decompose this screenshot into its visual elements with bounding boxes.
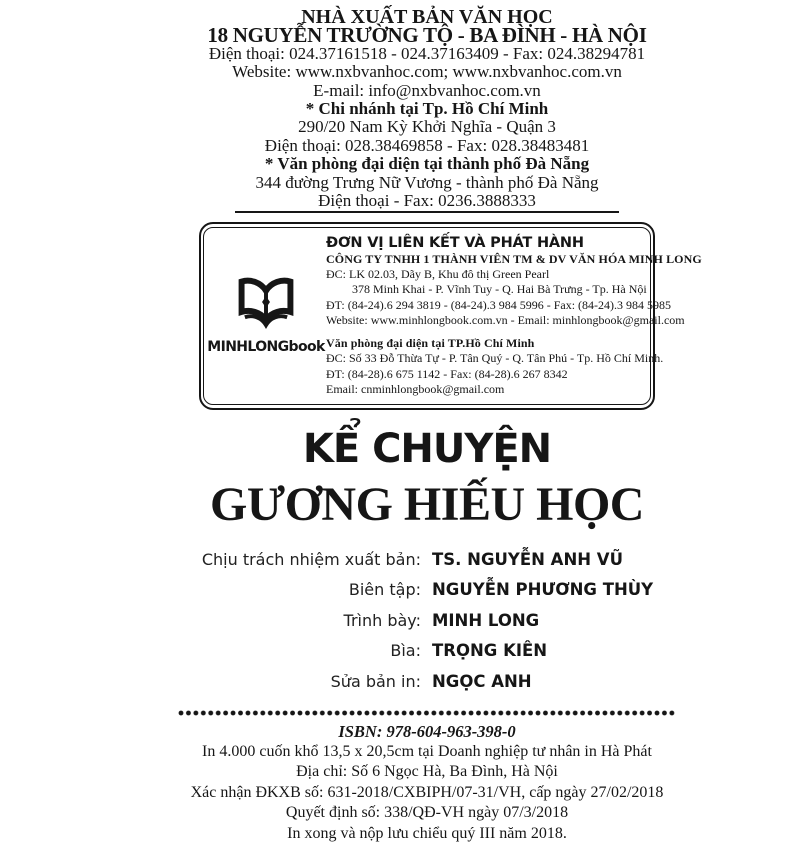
- partner-branch-email: Email: cnminhlongbook@gmail.com: [326, 382, 505, 397]
- credit-label: Sửa bản in:: [330, 671, 421, 691]
- book-title-line1: KỂ CHUYỆN: [302, 425, 552, 472]
- partner-info: [326, 235, 702, 398]
- credit-label: Chịu trách nhiệm xuất bản:: [201, 549, 421, 569]
- partner-branch-phone: ĐT: (84-28).6 675 1142 - Fax: (84-28).6 267 8342: [326, 366, 568, 381]
- credit-row: [54, 636, 800, 667]
- credit-value: NGỌC ANH: [432, 671, 532, 691]
- partner-box: [199, 222, 702, 409]
- publisher-name: NHÀ XUẤT BẢN VĂN HỌC: [301, 6, 553, 28]
- separator-line: [235, 211, 619, 213]
- registration-number: Xác nhận ĐKXB số: 631-2018/CXBIPH/07-31/VH, cấp ngày 27/02/2018: [190, 783, 664, 801]
- credit-label: Bìa:: [390, 641, 421, 661]
- credit-label: Trình bày:: [343, 610, 421, 630]
- branch-hcm-title: * Chi nhánh tại Tp. Hồ Chí Minh: [305, 99, 549, 119]
- imprint-block: [54, 721, 800, 844]
- partner-address2: 378 Minh Khai - P. Vĩnh Tuy - Q. Hai Bà Trưng - Tp. Hà Nội: [352, 282, 647, 297]
- credit-value: TS. NGUYỄN ANH VŨ: [432, 549, 623, 569]
- credit-row: [54, 545, 800, 576]
- publisher-phone: Điện thoại: 024.37161518 - 024.37163409 - Fax: 024.38294781: [208, 43, 646, 63]
- decision-number: Quyết định số: 338/QĐ-VH ngày 07/3/2018: [285, 804, 569, 822]
- credit-row: [54, 606, 800, 637]
- open-book-icon: [233, 276, 299, 337]
- branch-hcm-phone: Điện thoại: 028.38469858 - Fax: 028.38483481: [264, 135, 590, 155]
- credit-value: MINH LONG: [432, 610, 540, 630]
- isbn: ISBN: 978-604-963-398-0: [338, 722, 516, 742]
- credits-list: [54, 545, 800, 698]
- legal-deposit: In xong và nộp lưu chiểu quý III năm 2018.: [287, 824, 567, 842]
- office-danang-title: * Văn phòng đại diện tại thành phố Đà Nẵng: [264, 154, 590, 174]
- print-run: In 4.000 cuốn khổ 13,5 x 20,5cm tại Doanh nghiệp tư nhân in Hà Phát: [202, 743, 652, 761]
- office-danang-address: 344 đường Trưng Nữ Vương - thành phố Đà Nẵng: [255, 172, 599, 192]
- credit-label: Biên tập:: [348, 580, 421, 600]
- credit-row: [54, 575, 800, 606]
- partner-branch-address: ĐC: Số 33 Đỗ Thừa Tự - P. Tân Quý - Q. Tân Phú - Tp. Hồ Chí Minh.: [326, 351, 664, 366]
- branch-hcm-address: 290/20 Nam Kỳ Khởi Nghĩa - Quận 3: [298, 117, 556, 137]
- partner-branch-heading: Văn phòng đại diện tại TP.Hồ Chí Minh: [326, 336, 535, 351]
- publisher-header: [54, 0, 800, 210]
- partner-company: CÔNG TY TNHH 1 THÀNH VIÊN TM & DV VĂN HÓA MINH LONG: [326, 251, 702, 266]
- book-title-line2: GƯƠNG HIẾU HỌC: [210, 477, 644, 531]
- partner-phone: ĐT: (84-24).6 294 3819 - (84-24).3 984 5996 - Fax: (84-24).3 984 5985: [326, 297, 672, 312]
- partner-web-email: Website: www.minhlongbook.com.vn - Email: minhlongbook@gmail.com: [326, 312, 685, 327]
- publisher-email: E-mail: info@nxbvanhoc.com.vn: [313, 80, 541, 100]
- credit-value: TRỌNG KIÊN: [432, 641, 548, 661]
- credit-value: NGUYỄN PHƯƠNG THÙY: [432, 580, 654, 600]
- office-danang-phone: Điện thoại - Fax: 0236.3888333: [318, 191, 536, 211]
- credit-row: [54, 667, 800, 698]
- page-content: [54, 0, 800, 844]
- minhlong-logo-text: MINHLONGbook: [207, 339, 325, 356]
- partner-address1: ĐC: LK 02.03, Dãy B, Khu đô thị Green Pearl: [326, 266, 550, 281]
- partner-heading: ĐƠN VỊ LIÊN KẾT VÀ PHÁT HÀNH: [326, 234, 584, 251]
- partner-box-inner: [203, 227, 702, 406]
- publisher-address: 18 NGUYỄN TRƯỜNG TỘ - BA ĐÌNH - HÀ NỘI: [207, 23, 647, 48]
- printer-address: Địa chỉ: Số 6 Ngọc Hà, Ba Đình, Hà Nội: [296, 763, 558, 781]
- minhlong-logo: [206, 235, 326, 398]
- publisher-website: Website: www.nxbvanhoc.com; www.nxbvanhoc.com.vn: [232, 62, 622, 82]
- dotted-separator: [178, 710, 676, 716]
